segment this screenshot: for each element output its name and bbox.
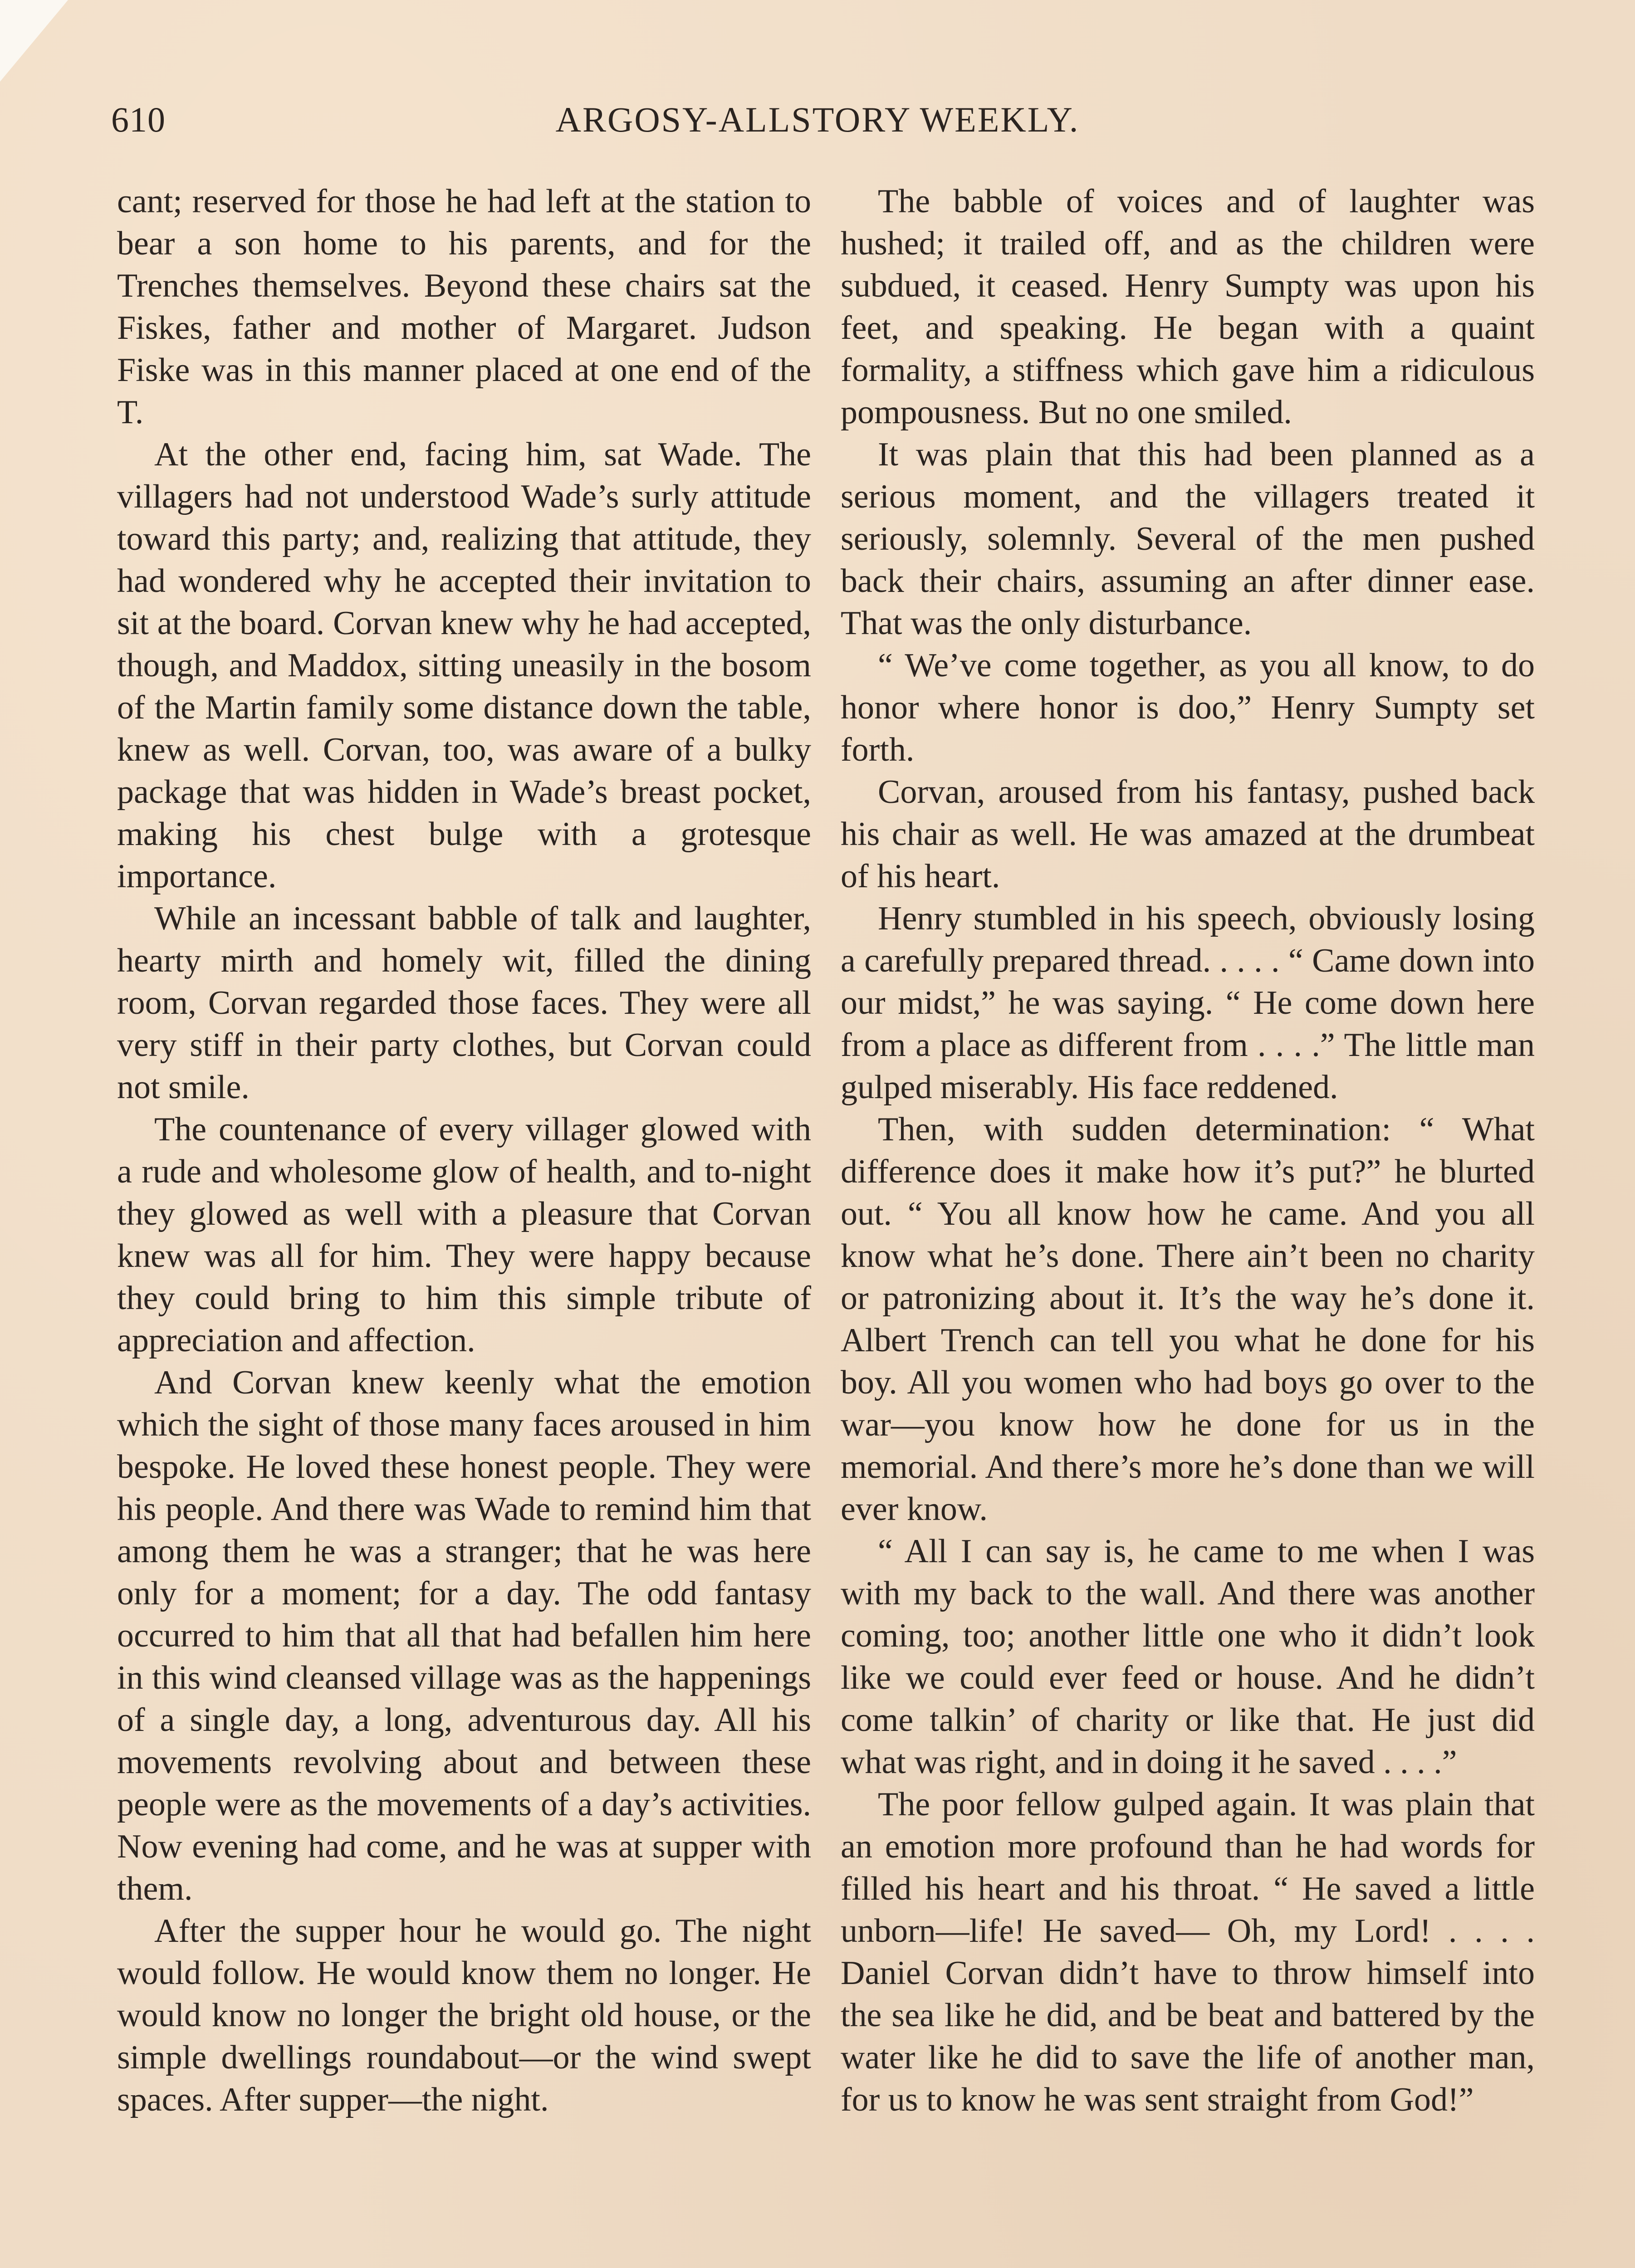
page-header xyxy=(111,102,1524,152)
paragraph: While an incessant babble of talk and laughter, hearty mirth and homely wit, filled the dining room, Corvan regarded those faces. They were all very stiff in their party clothes, but Corvan could not smile. xyxy=(117,900,811,1106)
paragraph: “ We’ve come together, as you all know, to do honor where honor is doo,” Henry Sumpty set forth. xyxy=(841,647,1535,768)
paragraph: It was plain that this had been planned as a serious moment, and the villagers treated it seriously, solemnly. Several of the men pushed back their chairs, assuming an after dinner ease. That was the only disturbance. xyxy=(841,436,1535,642)
paragraph: The poor fellow gulped again. It was plain that an emotion more profound than he had words for filled his heart and his throat. “ He saved a little unborn—life! He saved— Oh, my Lord! . . . . Daniel Corvan didn’t have to throw himself into the sea like he did, and be beat and battered by the water like he did to save the life of another man, for us to know he was sent straight from God!” xyxy=(841,1786,1535,2118)
paragraph: “ All I can say is, he came to me when I was with my back to the wall. And there was another coming, too; another little one who it didn’t look like we could ever feed or house. And he didn’t come talkin’ of charity or like that. He just did what was right, and in doing it he saved . . . .” xyxy=(841,1533,1535,1781)
torn-corner xyxy=(0,0,68,82)
paragraph: The countenance of every villager glowed with a rude and wholesome glow of health, and to-night they glowed as well with a pleasure that Corvan knew was all for him. They were happy because they could bring to him this simple tribute of appreciation and affection. xyxy=(117,1111,811,1359)
paragraph: After the supper hour he would go. The night would follow. He would know them no longer. He would know no longer the bright old house, or the simple dwellings roundabout—or the wind swept spaces. After supper—the night. xyxy=(117,1912,811,2118)
right-column xyxy=(841,181,1535,2121)
paragraph: At the other end, facing him, sat Wade. The villagers had not understood Wade’s surly attitude toward this party; and, realizing that attitude, they had wondered why he accepted their invitation to sit at the board. Corvan knew why he had accepted, though, and Maddox, sitting uneasily in the bosom of the Martin family some distance down the table, knew as well. Corvan, too, was aware of a bulky package that was hidden in Wade’s breast pocket, making his chest bulge with a grotesque importance. xyxy=(117,436,811,895)
running-title: ARGOSY-ALLSTORY WEEKLY. xyxy=(555,100,1080,139)
paragraph: Henry stumbled in his speech, obviously losing a carefully prepared thread. . . . . “ Came down into our midst,” he was saying. “ He come down here from a place as different from . . . .” The little man gulped miserably. His face reddened. xyxy=(841,900,1535,1106)
left-column xyxy=(117,181,811,2121)
paragraph: Corvan, aroused from his fantasy, pushed back his chair as well. He was amazed at the drumbeat of his heart. xyxy=(841,773,1535,895)
paragraph: cant; reserved for those he had left at the station to bear a son home to his parents, and for the Trenches themselves. Beyond these chairs sat the Fiskes, father and mother of Margaret. Judson Fiske was in this manner placed at one end of the T. xyxy=(117,183,811,431)
paragraph: And Corvan knew keenly what the emotion which the sight of those many faces aroused in him bespoke. He loved these honest people. They were his people. And there was Wade to remind him that among them he was a stranger; that he was here only for a moment; for a day. The odd fantasy occurred to him that all that had befallen him here in this wind cleansed village was as the happenings of a single day, a long, adventurous day. All his movements revolving about and between these people were as the movements of a day’s activities. Now evening had come, and he was at supper with them. xyxy=(117,1364,811,1907)
paragraph: Then, with sudden determination: “ What difference does it make how it’s put?” he blurted out. “ You all know how he came. And you all know what he’s done. There ain’t been no charity or patronizing about it. It’s the way he’s done it. Albert Trench can tell you what he done for his boy. All you women who had boys go over to the war—you know how he done for us in the memorial. And there’s more he’s done than we will ever know. xyxy=(841,1111,1535,1528)
page-number: 610 xyxy=(111,100,166,139)
paragraph: The babble of voices and of laughter was hushed; it trailed off, and as the children were subdued, it ceased. Henry Sumpty was upon his feet, and speaking. He began with a quaint formality, a stiffness which gave him a ridiculous pompousness. But no one smiled. xyxy=(841,183,1535,431)
